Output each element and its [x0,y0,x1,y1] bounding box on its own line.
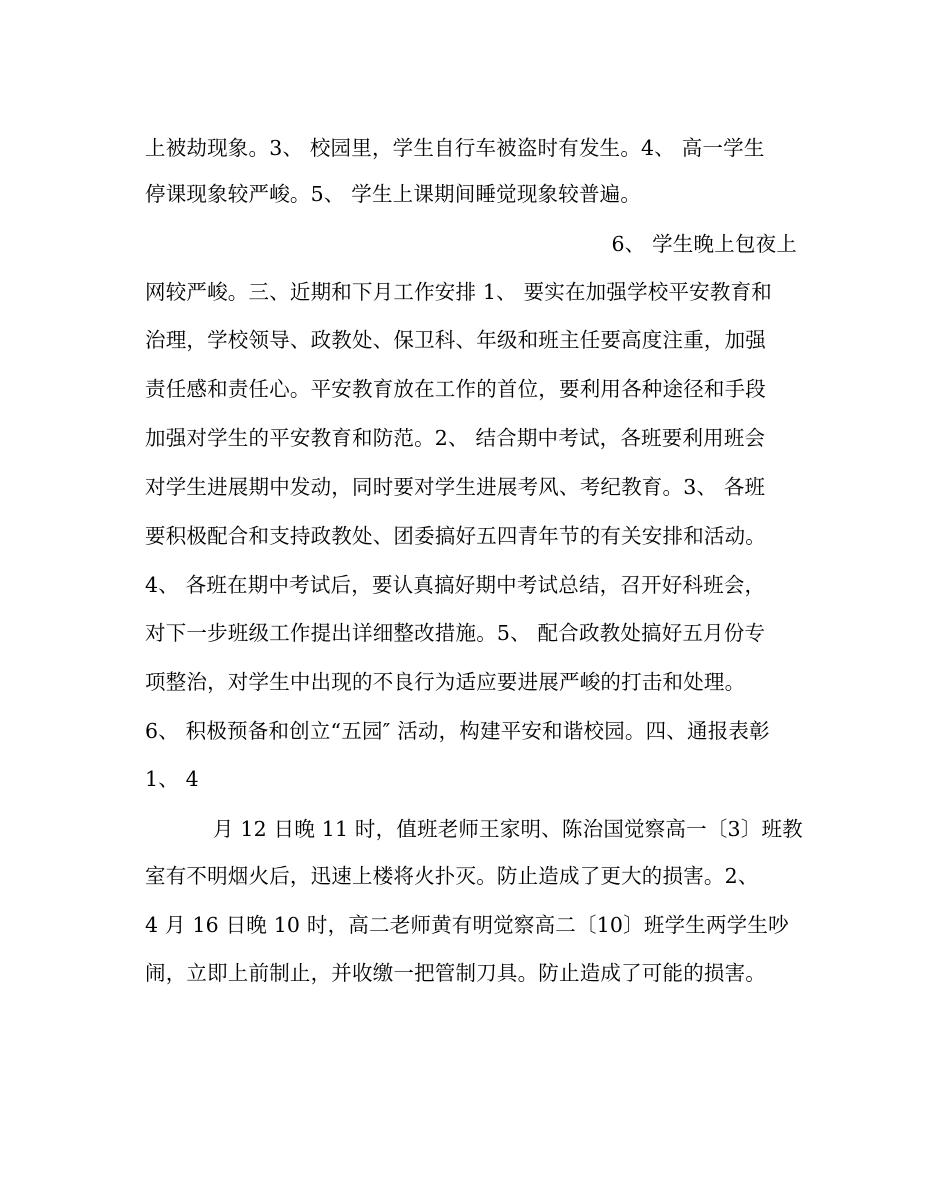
text-line-17: 4 月 16 日晚 10 时，高二老师黄有明觉察高二〔10〕班学生两学生吵 [145,913,789,937]
text-line-6: 责任感和责任心。平安教育放在工作的首位，要利用各种途径和手段 [145,377,766,401]
text-line-4: 网较严峻。三、近期和下月工作安排 1、 要实在加强学校平安教育和 [145,280,772,304]
text-line-7: 加强对学生的平安教育和防范。2、 结合期中考试，各班要利用班会 [145,426,766,450]
text-line-8: 对学生进展期中发动，同时要对学生进展考风、考纪教育。3、 各班 [145,475,766,499]
text-line-12: 项整治，对学生中出现的不良行为适应要进展严峻的打击和处理。 [145,670,746,694]
text-line-2: 停课现象较严峻。5、 学生上课期间睡觉现象较普遍。 [145,182,642,206]
text-line-1: 上被劫现象。3、 校园里，学生自行车被盗时有发生。4、 高一学生 [145,136,765,160]
text-line-11: 对下一步班级工作提出详细整改措施。5、 配合政教处搞好五月份专 [145,621,766,645]
text-line-18: 闹，立即上前制止，并收缴一把管制刀具。防止造成了可能的损害。 [145,961,766,985]
text-line-10: 4、 各班在期中考试后，要认真搞好期中考试总结，召开好科班会， [145,573,766,597]
text-line-13: 6、 积极预备和创立“五园″ 活动，构建平安和谐校园。四、通报表彰 [145,719,770,743]
text-line-14: 1、 4 [145,767,199,791]
text-line-16: 室有不明烟火后，迅速上楼将火扑灭。防止造成了更大的损害。2、 [145,864,759,888]
text-line-5: 治理，学校领导、政教处、保卫科、年级和班主任要高度注重，加强 [145,328,766,352]
text-line-9: 要积极配合和支持政教处、团委搞好五四青年节的有关安排和活动。 [145,524,766,548]
text-line-3: 6、 学生晚上包夜上 [611,232,797,256]
text-line-15: 月 12 日晚 11 时，值班老师王家明、陈治国觉察高一〔3〕班教 [213,817,803,841]
